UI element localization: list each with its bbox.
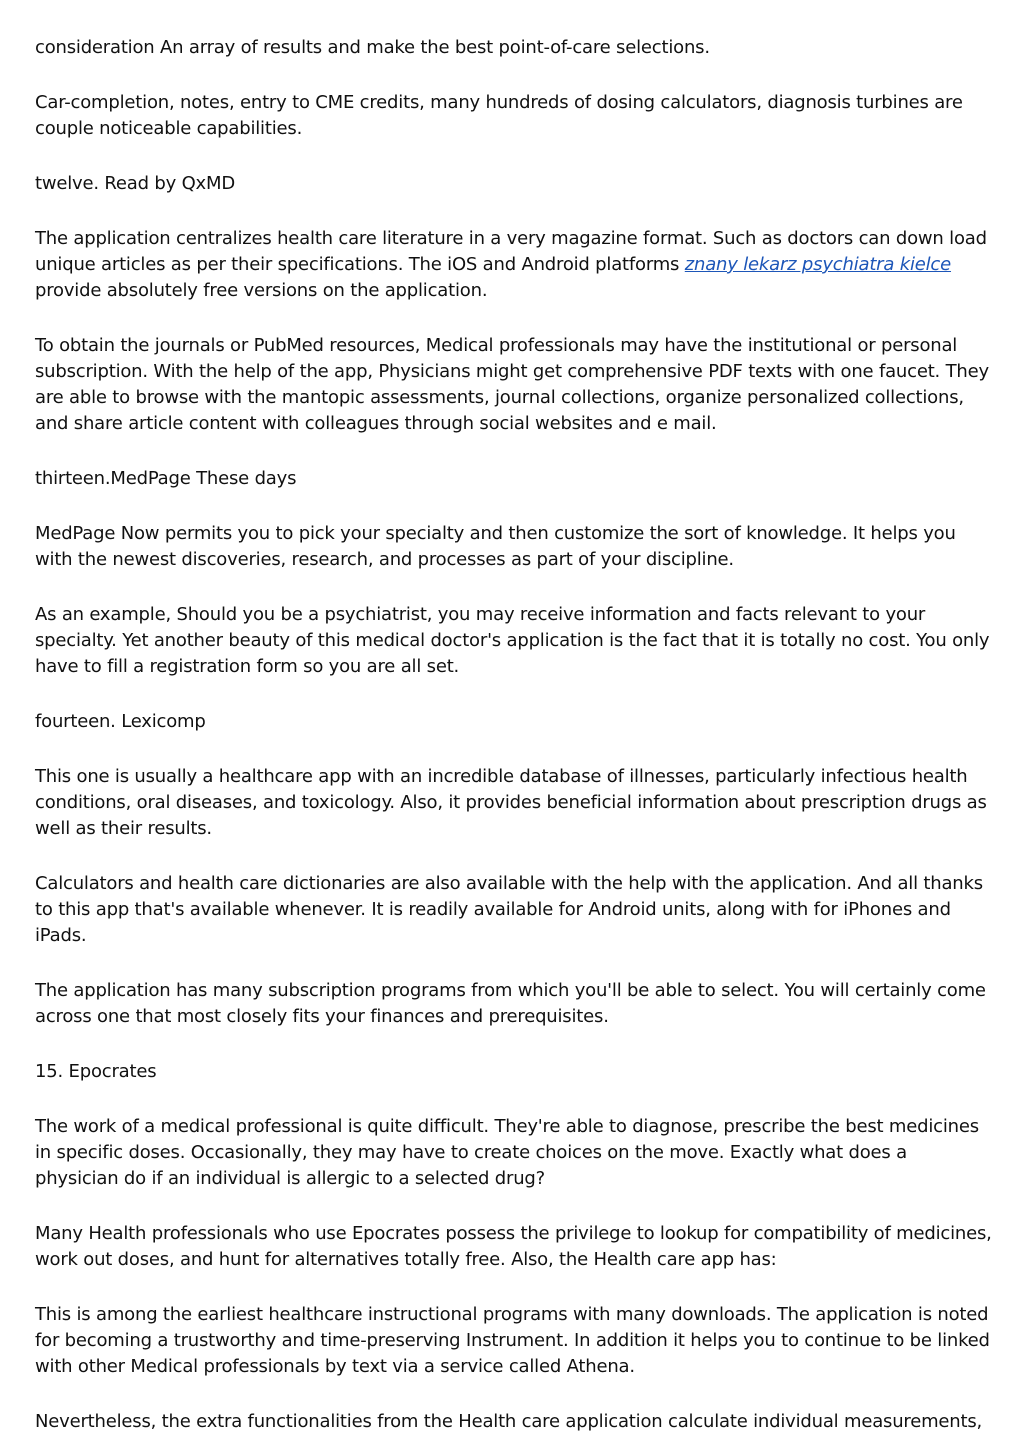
- paragraph: This one is usually a healthcare app with an incredible database of illnesses, particularly infectious health conditions, oral diseases, and toxicology. Also, it provides beneficial information about prescription drugs as well as their results.: [35, 766, 987, 839]
- paragraph: MedPage Now permits you to pick your specialty and then customize the sort of knowledge. It helps you with the newest discoveries, research, and processes as part of your discipline.: [35, 523, 956, 570]
- paragraph: The work of a medical professional is quite difficult. They're able to diagnose, prescribe the best medicines in specific doses. Occasionally, they may have to create choices on the move. Exactly what does a physician do if an individual is allergic to a selected drug?: [35, 1116, 979, 1189]
- section-heading: 15. Epocrates: [35, 1061, 157, 1082]
- paragraph: This is among the earliest healthcare instructional programs with many downloads. The application is noted for becoming a trustworthy and time-preserving Instrument. In addition it helps you to continue to be linked with other Medical professionals by text via a service called Athena.: [35, 1304, 990, 1377]
- paragraph: Calculators and health care dictionaries are also available with the help with the application. And all thanks to this app that's available whenever. It is readily available for Android units, along with for iPhones and iPads.: [35, 873, 983, 946]
- paragraph: consideration An array of results and make the best point-of-care selections.: [35, 37, 710, 58]
- paragraph: Car-completion, notes, entry to CME credits, many hundreds of dosing calculators, diagnosis turbines are couple noticeable capabilities.: [35, 92, 963, 139]
- section-heading: thirteen.MedPage These days: [35, 468, 297, 489]
- section-heading: fourteen. Lexicomp: [35, 711, 206, 732]
- paragraph: The application has many subscription programs from which you'll be able to select. You will certainly come across one that most closely fits your finances and prerequisites.: [35, 980, 986, 1027]
- section-heading: twelve. Read by QxMD: [35, 173, 235, 194]
- paragraph-text: provide absolutely free versions on the application.: [35, 280, 488, 301]
- paragraph-with-link: [35, 226, 995, 304]
- paragraph-text: The application centralizes health care literature in a very magazine format. Such as doctors can down load unique articles as per their specifications. The iOS and Android platforms: [35, 228, 987, 275]
- paragraph: As an example, Should you be a psychiatrist, you may receive information and facts relevant to your specialty. Yet another beauty of this medical doctor's application is the fact that it is totally no cost. You only have to fill a registration form so you are all set.: [35, 604, 990, 677]
- paragraph: Nevertheless, the extra functionalities from the Health care application calculate individual measurements,: [35, 1411, 983, 1432]
- inline-link[interactable]: znany lekarz psychiatra kielce: [684, 254, 952, 275]
- document-body: [35, 35, 995, 1435]
- paragraph: To obtain the journals or PubMed resources, Medical professionals may have the institutional or personal subscription. With the help of the app, Physicians might get comprehensive PDF texts with one faucet. They are able to browse with the mantopic assessments, journal collections, organize personalized collections, and share article content with colleagues through social websites and e mail.: [35, 335, 989, 434]
- paragraph: Many Health professionals who use Epocrates possess the privilege to lookup for compatibility of medicines, work out doses, and hunt for alternatives totally free. Also, the Health care app has:: [35, 1223, 992, 1270]
